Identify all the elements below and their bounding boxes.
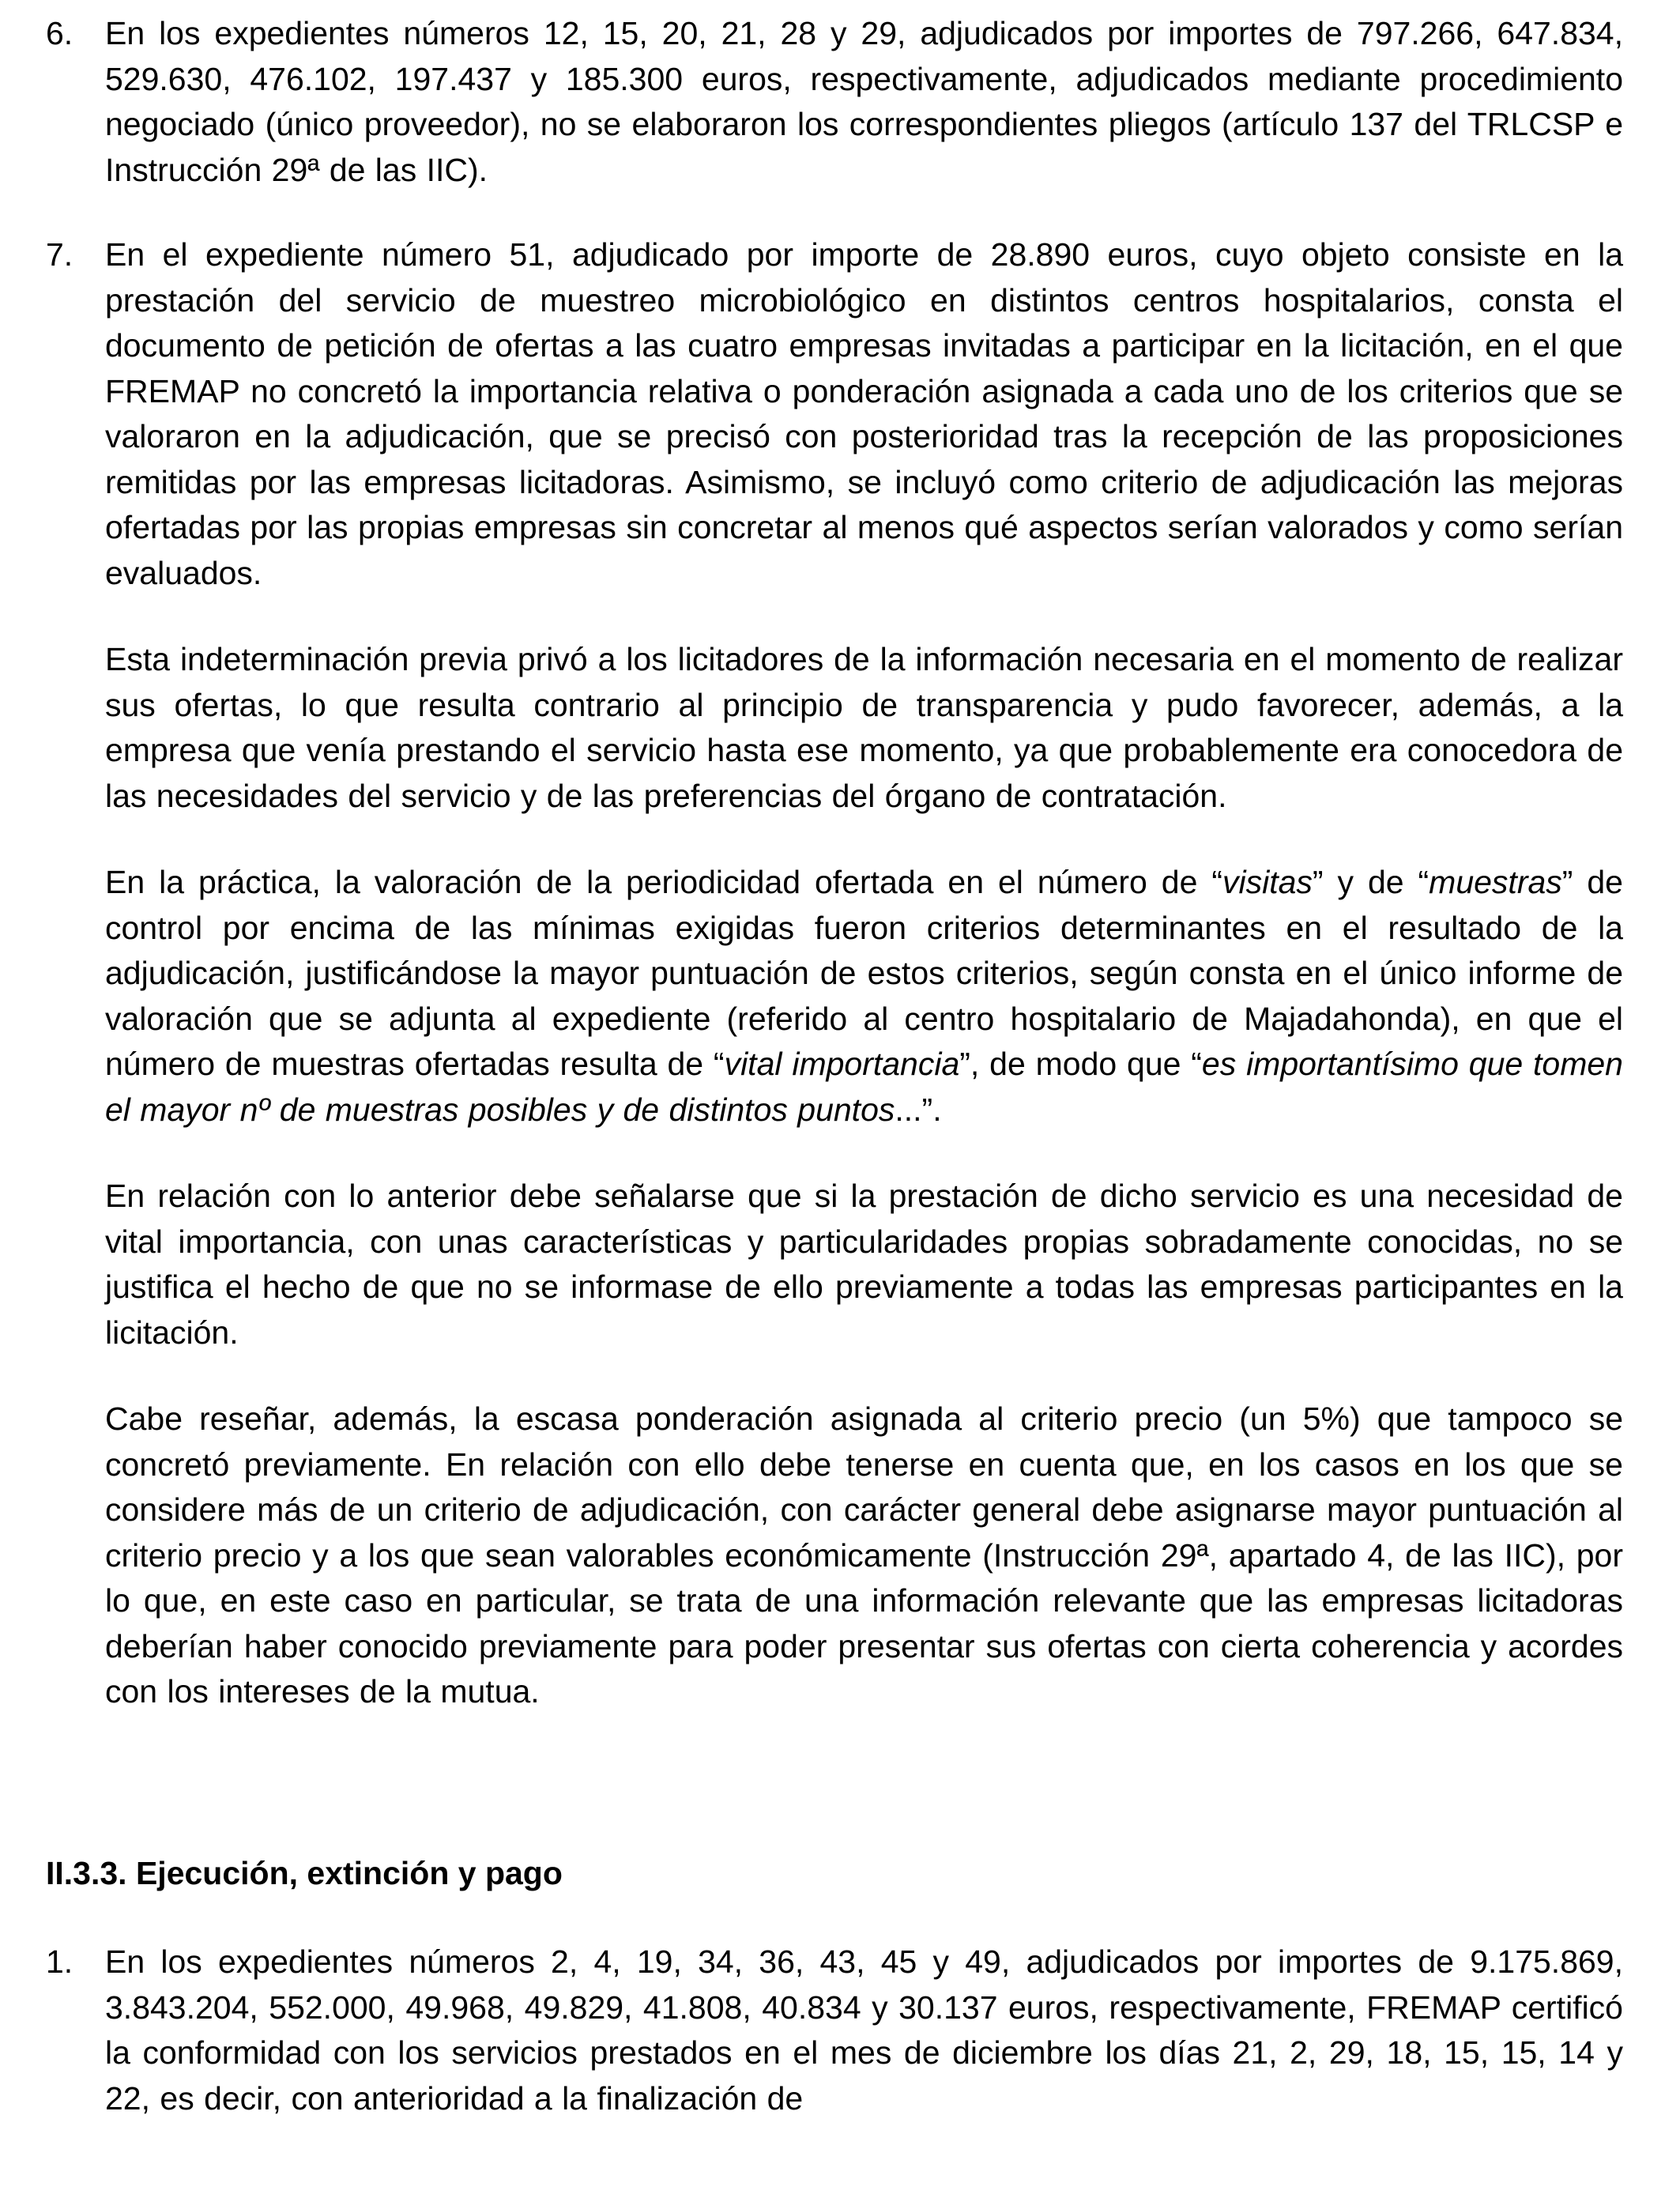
text-run: En la práctica, la valoración de la periodicidad ofertada en el número de “ (105, 864, 1222, 900)
list-item-1 (46, 1940, 1623, 2121)
italic-text: vital importancia (724, 1046, 960, 1082)
paragraph (105, 1940, 1623, 2121)
text-run: En los expedientes números 2, 4, 19, 34, 36, 43, 45 y 49, adjudicados por importes de 9.175.869, 3.843.204, 552.000, 49.968, 49.829, 41.808, 40.834 y 30.137 euros, respectivamente, FREMAP certificó la conformidad con los servicios prestados en el mes de diciembre los días 21, 2, 29, 18, 15, 15, 14 y 22, es decir, con anterioridad a la finalización de (105, 1943, 1623, 2117)
list-item-number: 6. (46, 15, 73, 51)
list-item-body (105, 11, 1623, 193)
text-run: ” y de “ (1312, 864, 1430, 900)
list-item-number: 1. (46, 1943, 73, 1980)
text-run: En los expedientes números 12, 15, 20, 21, 28 y 29, adjudicados por importes de 797.266, 647.834, 529.630, 476.102, 197.437 y 185.300 euros, respectivamente, adjudicados mediante procedimiento negociado (único proveedor), no se elaboraron los correspondientes pliegos (artículo 137 del TRLCSP e Instrucción 29ª de las IIC). (105, 15, 1623, 188)
list-item-number: 7. (46, 236, 73, 273)
text-run: Esta indeterminación previa privó a los licitadores de la información necesaria en el momento de realizar sus ofertas, lo que resulta contrario al principio de transparencia y pudo favorecer, además, a la empresa que venía prestando el servicio hasta ese momento, ya que probablemente era conocedora de las necesidades del servicio y de las preferencias del órgano de contratación. (105, 641, 1623, 814)
paragraph (105, 1174, 1623, 1355)
text-run: Cabe reseñar, además, la escasa ponderación asignada al criterio precio (un 5%) que tampoco se concretó previamente. En relación con ello debe tenerse en cuenta que, en los casos en los que se considere más de un criterio de adjudicación, con carácter general debe asignarse mayor puntuación al criterio precio y a los que sean valorables económicamente (Instrucción 29ª, apartado 4, de las IIC), por lo que, en este caso en particular, se trata de una información relevante que las empresas licitadoras deberían haber conocido previamente para poder presentar sus ofertas con cierta coherencia y acordes con los intereses de la mutua. (105, 1400, 1623, 1710)
italic-text: es importantísimo que tomen el mayor nº de muestras posibles y de distintos puntos (105, 1046, 1623, 1128)
list-item-body (105, 1940, 1623, 2121)
list-item-6 (46, 11, 1623, 193)
text-run: En relación con lo anterior debe señalarse que si la prestación de dicho servicio es una necesidad de vital importancia, con unas características y particularidades propias sobradamente conocidas, no se justifica el hecho de que no se informase de ello previamente a todas las empresas participantes en la licitación. (105, 1178, 1623, 1351)
text-run: ...”. (895, 1091, 942, 1128)
italic-text: visitas (1222, 864, 1313, 900)
paragraph (105, 11, 1623, 193)
section-heading: II.3.3. Ejecución, extinción y pago (46, 1855, 563, 1891)
text-run: En el expediente número 51, adjudicado por importe de 28.890 euros, cuyo objeto consiste en la prestación del servicio de muestreo microbiológico en distintos centros hospitalarios, consta el documento de petición de ofertas a las cuatro empresas invitadas a participar en la licitación, en el que FREMAP no concretó la importancia relativa o ponderación asignada a cada uno de los criterios que se valoraron en la adjudicación, que se precisó con posterioridad tras la recepción de las proposiciones remitidas por las empresas licitadoras. Asimismo, se incluyó como criterio de adjudicación las mejoras ofertadas por las propias empresas sin concretar al menos qué aspectos serían valorados y como serían evaluados. (105, 236, 1623, 591)
paragraph (105, 637, 1623, 819)
paragraph (105, 1397, 1623, 1715)
text-run: ”, de modo que “ (959, 1046, 1202, 1082)
paragraph (105, 232, 1623, 596)
text-run: ” de control por encima de las mínimas exigidas fueron criterios determinantes en el resultado de la adjudicación, justificándose la mayor puntuación de estos criterios, según consta en el único informe de valoración que se adjunta al expediente (referido al centro hospitalario de Majadahonda), en que el número de muestras ofertadas resulta de “ (105, 864, 1623, 1082)
list-item-body (105, 232, 1623, 1715)
italic-text: muestras (1429, 864, 1562, 900)
list-item-7 (46, 232, 1623, 1715)
paragraph (105, 860, 1623, 1133)
